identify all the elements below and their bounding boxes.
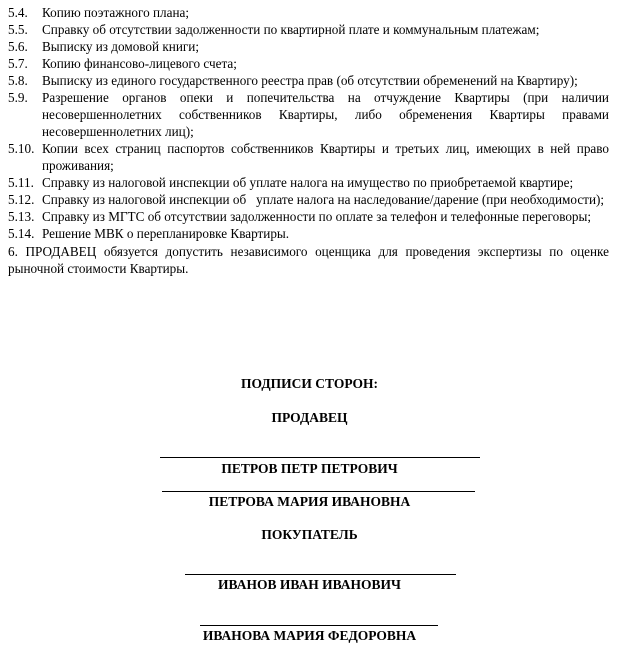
buyer-1-name: ИВАНОВ ИВАН ИВАНОВИЧ bbox=[218, 577, 401, 592]
contract-clauses bbox=[8, 4, 609, 277]
clause-5-4 bbox=[8, 4, 609, 21]
clause-text: Копию финансово-лицевого счета; bbox=[42, 56, 237, 71]
buyer-2-signature-line bbox=[200, 625, 438, 626]
clause-5-6 bbox=[8, 38, 609, 55]
clause-number: 5.4. bbox=[8, 5, 28, 20]
clause-text: Справку об отсутствии задолженности по квартирной плате и коммунальным платежам; bbox=[42, 22, 540, 37]
clause-number: 5.14. bbox=[8, 226, 35, 241]
clause-number: 5.11. bbox=[8, 175, 34, 190]
clause-number: 5.13. bbox=[8, 209, 35, 224]
seller-2-name: ПЕТРОВА МАРИЯ ИВАНОВНА bbox=[208, 494, 411, 509]
clause-5-13 bbox=[8, 208, 609, 225]
seller-1-name: ПЕТРОВ ПЕТР ПЕТРОВИЧ bbox=[221, 461, 398, 476]
buyer-2-name: ИВАНОВА МАРИЯ ФЕДОРОВНА bbox=[202, 628, 417, 643]
clause-5-10 bbox=[8, 140, 609, 174]
clause-5-5 bbox=[8, 21, 609, 38]
clause-5-9 bbox=[8, 89, 609, 140]
seller-2-signature-line bbox=[162, 491, 475, 492]
clause-6: 6. ПРОДАВЕЦ обязуется допустить независимого оценщика для проведения экспертизы по оценке рыночной стоимости Квартиры. bbox=[8, 244, 609, 276]
clause-5-14 bbox=[8, 225, 609, 242]
clause-number: 5.5. bbox=[8, 22, 28, 37]
clause-5-8 bbox=[8, 72, 609, 89]
clause-5-11 bbox=[8, 174, 609, 191]
clause-number: 5.12. bbox=[8, 192, 35, 207]
clause-text: Справку из налоговой инспекции об уплате налога на наследование/дарение (при необходимости); bbox=[42, 192, 605, 207]
clause-number: 5.10. bbox=[8, 141, 35, 156]
clause-5-12 bbox=[8, 191, 609, 208]
clause-number: 5.9. bbox=[8, 90, 28, 105]
clause-text: Выписку из единого государственного реестра прав (об отсутствии обременений на Квартиру); bbox=[42, 73, 578, 88]
clause-text: Решение МВК о перепланировке Квартиры. bbox=[42, 226, 290, 241]
clause-number: 5.8. bbox=[8, 73, 28, 88]
clause-text: Копии всех страниц паспортов собственников Квартиры и третьих лиц, имеющих в ней право проживания; bbox=[42, 141, 609, 173]
clause-text: Выписку из домовой книги; bbox=[42, 39, 200, 54]
clause-text: Справку из налоговой инспекции об уплате налога на имущество по приобретаемой квартире; bbox=[42, 175, 574, 190]
clause-5-7 bbox=[8, 55, 609, 72]
clause-number: 5.7. bbox=[8, 56, 28, 71]
seller-1-signature-line bbox=[160, 457, 480, 458]
signatures-heading: ПОДПИСИ СТОРОН: bbox=[241, 376, 378, 391]
clause-number: 5.6. bbox=[8, 39, 28, 54]
buyer-label: ПОКУПАТЕЛЬ bbox=[261, 527, 358, 542]
seller-label: ПРОДАВЕЦ bbox=[271, 410, 348, 425]
clause-text: Копию поэтажного плана; bbox=[42, 5, 190, 20]
buyer-1-signature-line bbox=[185, 574, 456, 575]
clause-text: Справку из МГТС об отсутствии задолженности по оплате за телефон и телефонные переговоры; bbox=[42, 209, 592, 224]
clause-text: Разрешение органов опеки и попечительства на отчуждение Квартиры (при наличии несовершеннолетних собственников Квартиры, либо обременения Квартиры правами несовершеннолетних лиц); bbox=[42, 90, 609, 139]
